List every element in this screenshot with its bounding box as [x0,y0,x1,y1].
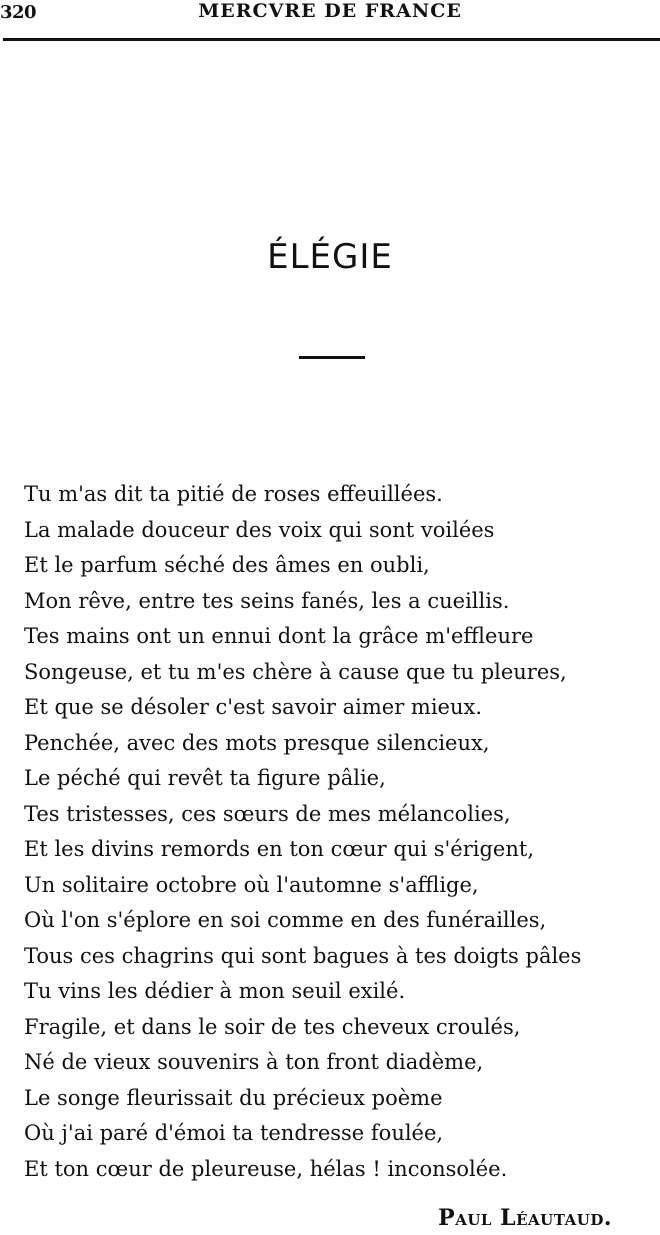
poem-line: Et les divins remords en ton cœur qui s'érigent, [24,837,534,861]
poem-line: Tes tristesses, ces sœurs de mes mélancolies, [24,801,511,826]
poem-line: Tu m'as dit ta pitié de roses effeuillées. [24,482,443,506]
header-rule [3,38,660,41]
poem-line: Un solitaire octobre où l'automne s'afflige, [24,872,479,897]
poem-line: Né de vieux souvenirs à ton front diadème, [24,1050,484,1074]
page-number: 320 [0,2,37,23]
title-rule [299,356,365,359]
poem-line: Fragile, et dans le soir de tes cheveux croulés, [24,1014,521,1039]
poem-line: Le songe fleurissait du précieux poème [24,1085,443,1110]
author-signature: Paul Léautaud. [438,1205,612,1231]
poem-line: La malade douceur des voix qui sont voilées [24,517,495,542]
poem-body [24,477,660,1187]
poem-title: ÉLÉGIE [267,236,393,277]
journal-title: MERCVRE DE FRANCE [198,0,462,22]
poem-line: Et ton cœur de pleureuse, hélas ! inconsolée. [24,1156,508,1181]
poem-line: Tous ces chagrins qui sont bagues à tes doigts pâles [24,943,582,968]
poem-line: Et que se désoler c'est savoir aimer mieux. [24,695,483,719]
poem-line: Où j'ai paré d'émoi ta tendresse foulée, [24,1121,444,1145]
poem-line: Le péché qui revêt ta figure pâlie, [24,766,386,790]
poem-line: Mon rêve, entre tes seins fanés, les a cueillis. [24,588,510,613]
poem-line: Tes mains ont un ennui dont la grâce m'effleure [24,624,534,648]
poem-line: Penchée, avec des mots presque silencieux, [24,730,490,755]
running-head [0,0,660,26]
poem-line: Tu vins les dédier à mon seuil exilé. [24,979,406,1003]
poem-line: Songeuse, et tu m'es chère à cause que tu pleures, [24,659,567,684]
poem-line: Où l'on s'éplore en soi comme en des funérailles, [24,908,547,932]
poem-line: Et le parfum séché des âmes en oubli, [24,553,430,577]
